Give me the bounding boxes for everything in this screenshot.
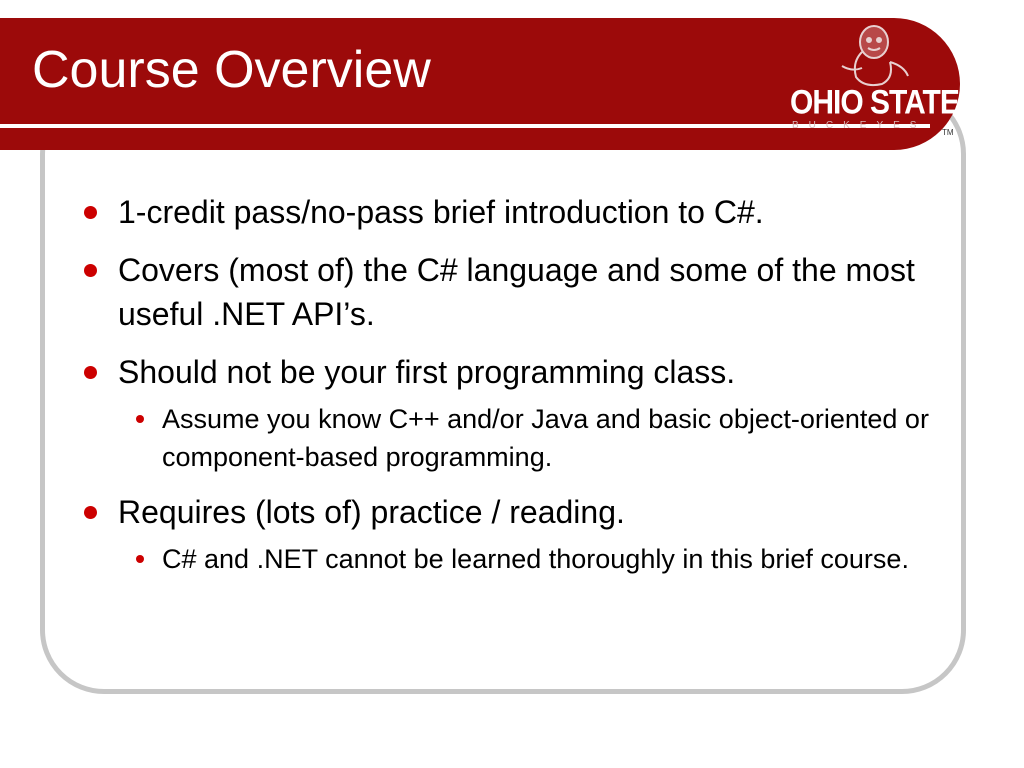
sub-bullet-icon xyxy=(136,555,144,563)
sub-bullet-item xyxy=(124,540,940,578)
sub-bullet-text: Assume you know C++ and/or Java and basic object-oriented or component-based programming. xyxy=(162,404,929,472)
logo-subtitle: BUCKEYES xyxy=(792,120,927,131)
bullet-item xyxy=(80,490,940,534)
bullet-icon xyxy=(84,206,97,219)
sub-bullet-text: C# and .NET cannot be learned thoroughly in this brief course. xyxy=(162,544,909,574)
bullet-text: 1-credit pass/no-pass brief introduction to C#. xyxy=(118,194,764,230)
sub-bullet-icon xyxy=(136,415,144,423)
ohio-state-logo xyxy=(782,22,959,138)
bullet-item xyxy=(80,350,940,394)
bullet-item xyxy=(80,190,940,234)
bullet-list xyxy=(80,190,940,592)
slide-title: Course Overview xyxy=(32,41,431,99)
bullet-item xyxy=(80,248,940,336)
trademark-symbol: TM xyxy=(942,128,954,137)
bullet-icon xyxy=(84,264,97,277)
sub-bullet-item xyxy=(124,400,940,476)
bullet-icon xyxy=(84,506,97,519)
bullet-text: Covers (most of) the C# language and some of the most useful .NET API’s. xyxy=(118,252,915,332)
brutus-mascot-icon xyxy=(812,22,932,92)
bullet-icon xyxy=(84,366,97,379)
logo-wordmark: OHIO STATE xyxy=(790,83,959,122)
bullet-text: Should not be your first programming class. xyxy=(118,354,736,390)
bullet-text: Requires (lots of) practice / reading. xyxy=(118,494,625,530)
